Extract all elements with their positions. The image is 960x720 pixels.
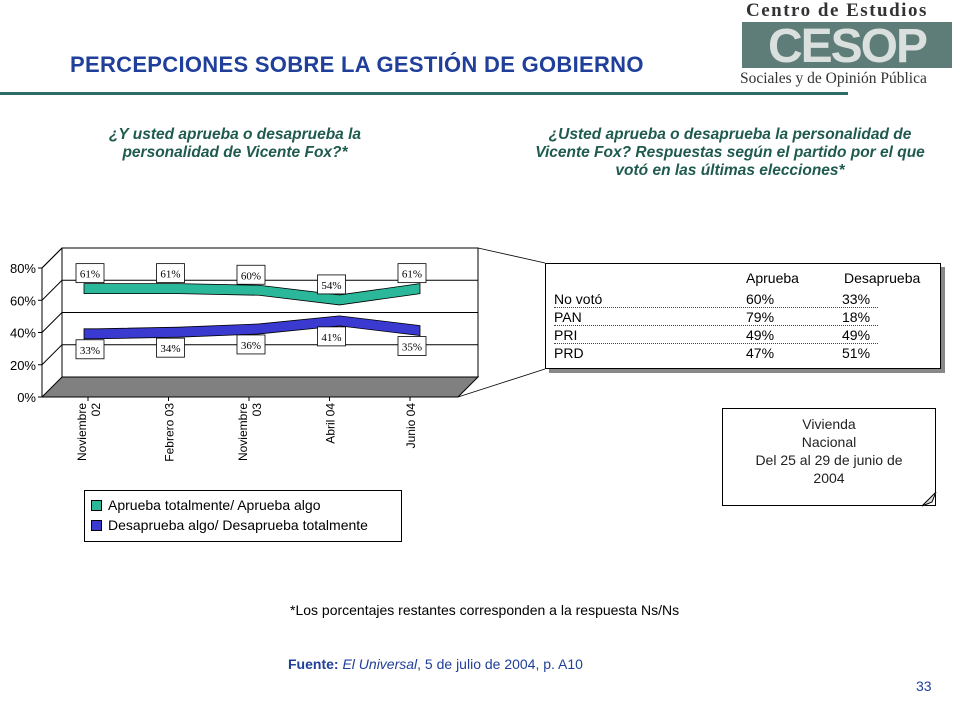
data-label: 36% [240, 339, 262, 352]
party-name: PRD [554, 345, 584, 361]
survey-note-line: Vivienda [802, 416, 856, 432]
legend-swatch-approve [91, 500, 102, 511]
footnote: *Los porcentajes restantes corresponden a la respuesta Ns/Ns [290, 602, 680, 618]
data-label: 61% [160, 268, 181, 281]
table-row [554, 326, 878, 344]
chart-floor [42, 377, 478, 397]
aprueba-value: 79% [746, 309, 775, 325]
data-label: 34% [160, 343, 181, 356]
right-question: ¿Usted aprueba o desaprueba la personalidad de Vicente Fox? Respuestas según el partido por el que votó en las últimas elecciones* [535, 126, 925, 179]
y-tick-label: 80% [9, 261, 36, 276]
survey-note [722, 408, 936, 506]
data-label: 54% [321, 279, 342, 292]
source-detail: , 5 de julio de 2004, p. A10 [417, 656, 583, 672]
header-desaprueba: Desaprueba [844, 270, 921, 286]
logo-bottom-text: Sociales y de Opinión Pública [740, 70, 927, 87]
data-label: 61% [79, 268, 101, 281]
left-question: ¿Y usted aprueba o desaprueba la personalidad de Vicente Fox?* [108, 126, 362, 161]
header-aprueba: Aprueba [746, 270, 799, 286]
callout-line-top [478, 248, 545, 263]
y-tick-label: 20% [9, 357, 36, 373]
survey-note-line: Del 25 al 29 de junio de [755, 452, 903, 468]
party-name: PRI [554, 327, 578, 343]
source-publication: El Universal [342, 656, 418, 672]
legend-label-approve: Aprueba totalmente/ Aprueba algo [108, 497, 321, 513]
table-row [554, 308, 878, 326]
legend-label-disapprove: Desaprueba algo/ Desaprueba totalmente [108, 517, 368, 533]
chart-legend [84, 490, 402, 542]
desaprueba-value: 33% [842, 291, 871, 307]
data-label: 35% [401, 341, 423, 354]
survey-note-line: Nacional [801, 434, 857, 450]
party-name: PAN [554, 309, 582, 325]
legend-item-approve [91, 495, 395, 515]
aprueba-value: 47% [746, 345, 775, 361]
table-row [554, 290, 878, 308]
page-number: 33 [916, 678, 932, 694]
x-tick-label: 03 [250, 403, 264, 417]
aprueba-value: 49% [746, 327, 775, 343]
data-label: 41% [321, 331, 342, 344]
logo-mark-text: CESOP [767, 20, 927, 72]
note-fold-corner [922, 492, 938, 508]
x-tick-label: 02 [89, 403, 103, 417]
y-tick-label: 40% [9, 325, 36, 341]
party-name: No votó [554, 291, 603, 307]
y-tick-label: 0% [17, 390, 36, 405]
table-row [554, 344, 878, 362]
logo-top-text: Centro de Estudios [746, 0, 928, 21]
y-tick-label: 60% [9, 293, 36, 309]
x-tick-label: Abril 04 [323, 403, 338, 444]
x-tick-label: Noviembre [236, 403, 250, 462]
aprueba-value: 60% [746, 291, 775, 307]
source-label: Fuente: [288, 656, 339, 672]
desaprueba-value: 18% [842, 309, 871, 325]
data-label: 61% [401, 268, 423, 281]
x-tick-label: Noviembre [75, 403, 89, 462]
survey-note-line: 2004 [813, 470, 845, 486]
desaprueba-value: 51% [842, 345, 871, 361]
data-label: 33% [79, 344, 101, 357]
party-table [545, 263, 941, 369]
page-title: PERCEPCIONES SOBRE LA GESTIÓN DE GOBIERNO [70, 52, 644, 77]
source-citation [288, 656, 583, 672]
legend-swatch-disapprove [91, 520, 102, 531]
x-tick-label: Junio 04 [404, 403, 418, 449]
desaprueba-value: 49% [842, 327, 871, 343]
legend-item-disapprove [91, 515, 395, 535]
data-label: 60% [240, 270, 262, 283]
x-tick-label: Febrero 03 [162, 403, 177, 462]
